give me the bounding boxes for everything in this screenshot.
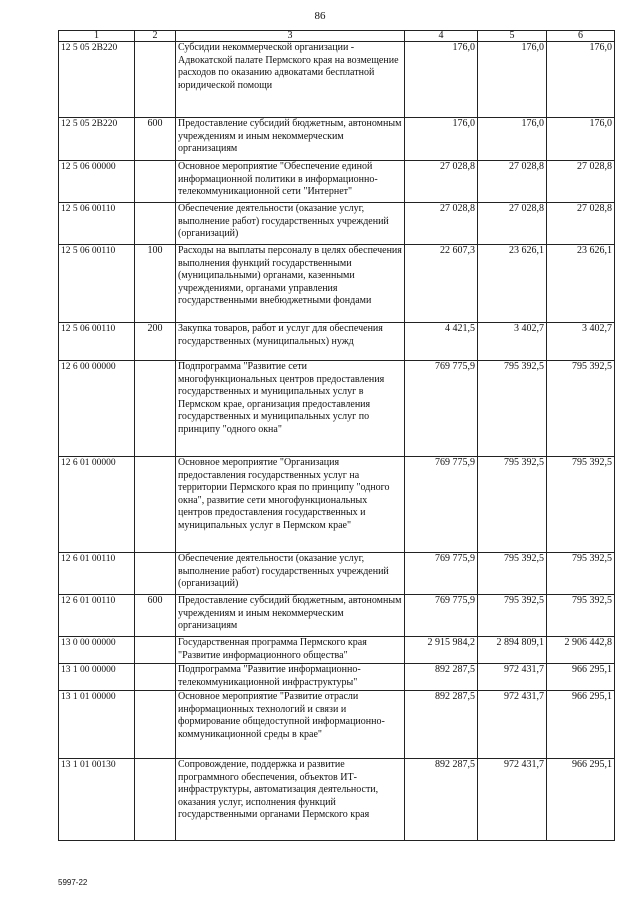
- expense-type-cell: [135, 664, 176, 691]
- column-header: 2: [135, 31, 176, 42]
- table-row: [59, 553, 615, 595]
- amount-col6-cell: 966 295,1: [547, 759, 615, 841]
- document-code: 5997-22: [58, 878, 88, 887]
- column-header: 1: [59, 31, 135, 42]
- target-code-cell: 13 1 01 00000: [59, 691, 135, 759]
- table-row: [59, 161, 615, 203]
- amount-col6-cell: 27 028,8: [547, 203, 615, 245]
- amount-col5-cell: 972 431,7: [478, 664, 547, 691]
- table-row: [59, 118, 615, 161]
- table-row: [59, 595, 615, 637]
- amount-col4-cell: 892 287,5: [405, 664, 478, 691]
- target-code-cell: 12 5 06 00110: [59, 245, 135, 323]
- item-name-cell: Обеспечение деятельности (оказание услуг, выполнение работ) государственных учреждений (организаций): [176, 553, 405, 595]
- budget-table: [58, 30, 615, 841]
- amount-col6-cell: 966 295,1: [547, 691, 615, 759]
- table-row: [59, 245, 615, 323]
- target-code-cell: 12 5 06 00000: [59, 161, 135, 203]
- expense-type-cell: [135, 759, 176, 841]
- item-name-cell: Закупка товаров, работ и услуг для обеспечения государственных (муниципальных) нужд: [176, 323, 405, 361]
- amount-col6-cell: 176,0: [547, 118, 615, 161]
- amount-col4-cell: 769 775,9: [405, 553, 478, 595]
- target-code-cell: 12 6 01 00110: [59, 595, 135, 637]
- column-header: 5: [478, 31, 547, 42]
- column-header: 3: [176, 31, 405, 42]
- item-name-cell: Основное мероприятие "Обеспечение единой информационной политики в информационно-телекоммуникационной сети "Интернет": [176, 161, 405, 203]
- table-row: [59, 323, 615, 361]
- table-row: [59, 759, 615, 841]
- target-code-cell: 13 0 00 00000: [59, 637, 135, 664]
- expense-type-cell: [135, 161, 176, 203]
- item-name-cell: Предоставление субсидий бюджетным, автономным учреждениям и иным некоммерческим организациям: [176, 595, 405, 637]
- table-row: [59, 203, 615, 245]
- amount-col6-cell: 176,0: [547, 42, 615, 118]
- target-code-cell: 12 6 01 00110: [59, 553, 135, 595]
- amount-col6-cell: 795 392,5: [547, 595, 615, 637]
- amount-col6-cell: 795 392,5: [547, 553, 615, 595]
- amount-col4-cell: 4 421,5: [405, 323, 478, 361]
- table-header-row: [59, 31, 615, 42]
- expense-type-cell: [135, 361, 176, 457]
- expense-type-cell: [135, 691, 176, 759]
- item-name-cell: Субсидии некоммерческой организации - Адвокатской палате Пермского края на возмещение расходов по оказанию адвокатами бесплатной юридической помощи: [176, 42, 405, 118]
- item-name-cell: Предоставление субсидий бюджетным, автономным учреждениям и иным некоммерческим организациям: [176, 118, 405, 161]
- expense-type-cell: [135, 637, 176, 664]
- amount-col5-cell: 795 392,5: [478, 595, 547, 637]
- item-name-cell: Государственная программа Пермского края "Развитие информационного общества": [176, 637, 405, 664]
- item-name-cell: Основное мероприятие "Развитие отрасли информационных технологий и связи и формирование общедоступной информационно-коммуникационной среды в крае": [176, 691, 405, 759]
- expense-type-cell: 600: [135, 595, 176, 637]
- amount-col5-cell: 176,0: [478, 118, 547, 161]
- target-code-cell: 12 5 06 00110: [59, 203, 135, 245]
- amount-col4-cell: 769 775,9: [405, 361, 478, 457]
- item-name-cell: Подпрограмма "Развитие сети многофункциональных центров предоставления государственных и муниципальных услуг в Пермском крае, организация предоставления государственных и муниципальных услуг по принципу "одного окна": [176, 361, 405, 457]
- expense-type-cell: [135, 457, 176, 553]
- amount-col6-cell: 23 626,1: [547, 245, 615, 323]
- target-code-cell: 12 5 05 2В220: [59, 42, 135, 118]
- amount-col5-cell: 27 028,8: [478, 161, 547, 203]
- amount-col5-cell: 23 626,1: [478, 245, 547, 323]
- item-name-cell: Расходы на выплаты персоналу в целях обеспечения выполнения функций государственными (муниципальными) органами, казенными учреждениями, органами управления государственными внебюджетными фондами: [176, 245, 405, 323]
- amount-col5-cell: 27 028,8: [478, 203, 547, 245]
- amount-col6-cell: 2 906 442,8: [547, 637, 615, 664]
- item-name-cell: Обеспечение деятельности (оказание услуг, выполнение работ) государственных учреждений (организаций): [176, 203, 405, 245]
- amount-col4-cell: 27 028,8: [405, 203, 478, 245]
- table-row: [59, 637, 615, 664]
- amount-col5-cell: 972 431,7: [478, 691, 547, 759]
- expense-type-cell: 100: [135, 245, 176, 323]
- column-header: 4: [405, 31, 478, 42]
- target-code-cell: 12 6 00 00000: [59, 361, 135, 457]
- amount-col6-cell: 795 392,5: [547, 457, 615, 553]
- amount-col5-cell: 2 894 809,1: [478, 637, 547, 664]
- item-name-cell: Основное мероприятие "Организация предоставления государственных услуг на территории Пермского края по принципу "одного окна", развитие сети многофункциональных центров предоставления государственных и муниципальных услуг в Пермском крае": [176, 457, 405, 553]
- amount-col4-cell: 2 915 984,2: [405, 637, 478, 664]
- amount-col5-cell: 795 392,5: [478, 457, 547, 553]
- table-row: [59, 42, 615, 118]
- amount-col4-cell: 892 287,5: [405, 691, 478, 759]
- expense-type-cell: [135, 553, 176, 595]
- expense-type-cell: [135, 42, 176, 118]
- table-row: [59, 457, 615, 553]
- target-code-cell: 12 5 05 2В220: [59, 118, 135, 161]
- table-row: [59, 361, 615, 457]
- amount-col6-cell: 3 402,7: [547, 323, 615, 361]
- expense-type-cell: 200: [135, 323, 176, 361]
- amount-col4-cell: 22 607,3: [405, 245, 478, 323]
- page-number: 86: [314, 10, 326, 22]
- expense-type-cell: [135, 203, 176, 245]
- amount-col6-cell: 27 028,8: [547, 161, 615, 203]
- target-code-cell: 12 6 01 00000: [59, 457, 135, 553]
- table-row: [59, 691, 615, 759]
- table-row: [59, 664, 615, 691]
- amount-col5-cell: 795 392,5: [478, 553, 547, 595]
- expense-type-cell: 600: [135, 118, 176, 161]
- target-code-cell: 12 5 06 00110: [59, 323, 135, 361]
- amount-col6-cell: 966 295,1: [547, 664, 615, 691]
- item-name-cell: Подпрограмма "Развитие информационно-телекоммуникационной инфраструктуры": [176, 664, 405, 691]
- amount-col4-cell: 769 775,9: [405, 457, 478, 553]
- amount-col5-cell: 795 392,5: [478, 361, 547, 457]
- amount-col6-cell: 795 392,5: [547, 361, 615, 457]
- amount-col5-cell: 972 431,7: [478, 759, 547, 841]
- target-code-cell: 13 1 01 00130: [59, 759, 135, 841]
- amount-col4-cell: 769 775,9: [405, 595, 478, 637]
- amount-col4-cell: 892 287,5: [405, 759, 478, 841]
- amount-col4-cell: 176,0: [405, 42, 478, 118]
- column-header: 6: [547, 31, 615, 42]
- item-name-cell: Сопровождение, поддержка и развитие программного обеспечения, объектов ИТ-инфраструктуры, автоматизация деятельности, оказания услуг, исполнения функций государственными органами Пермского края: [176, 759, 405, 841]
- target-code-cell: 13 1 00 00000: [59, 664, 135, 691]
- amount-col4-cell: 27 028,8: [405, 161, 478, 203]
- amount-col5-cell: 3 402,7: [478, 323, 547, 361]
- amount-col4-cell: 176,0: [405, 118, 478, 161]
- amount-col5-cell: 176,0: [478, 42, 547, 118]
